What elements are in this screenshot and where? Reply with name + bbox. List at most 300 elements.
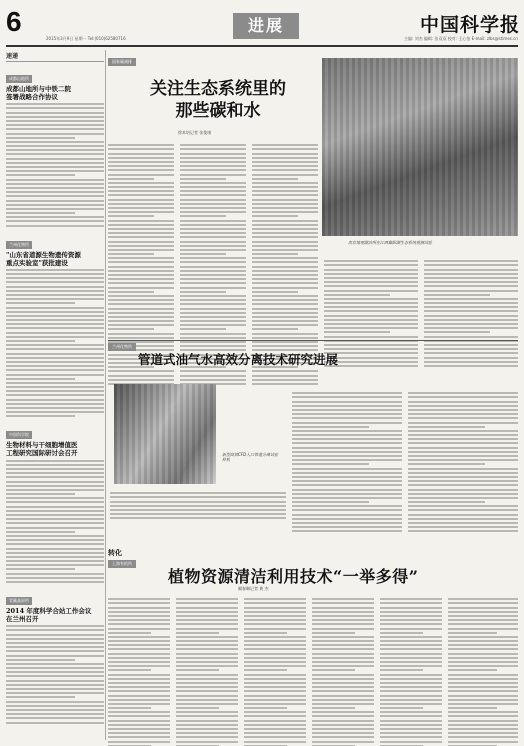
body-text-line xyxy=(448,665,518,667)
brief-item xyxy=(6,421,104,583)
body-text-line xyxy=(180,324,246,326)
body-text-line xyxy=(176,715,238,717)
body-text-line xyxy=(176,699,238,701)
body-text-line xyxy=(252,320,318,322)
body-text-line xyxy=(6,684,104,686)
body-text-line xyxy=(244,611,306,613)
body-text-line xyxy=(380,741,442,743)
body-text-line xyxy=(180,165,246,167)
body-text-line xyxy=(312,678,374,680)
body-text-line xyxy=(312,695,374,697)
body-text-line xyxy=(108,282,174,284)
body-text-line xyxy=(108,661,170,663)
body-text-line xyxy=(176,628,238,630)
section-rule xyxy=(108,340,518,341)
body-text-line xyxy=(244,653,306,655)
body-text-line xyxy=(324,277,418,279)
body-text-line xyxy=(108,728,170,730)
body-text-line xyxy=(324,294,390,296)
body-text-line xyxy=(176,644,238,646)
body-text-line xyxy=(252,232,318,234)
body-text-line xyxy=(380,695,442,697)
body-text-line xyxy=(108,215,154,217)
body-text-line xyxy=(244,648,306,650)
body-text-line xyxy=(108,157,174,159)
article-headline: 管道式油气水高效分离技术研究进展 xyxy=(138,352,339,367)
body-text-line xyxy=(108,648,170,650)
body-text-line xyxy=(108,261,174,263)
body-text-line xyxy=(180,161,246,163)
body-text-line xyxy=(6,675,104,677)
body-text-line xyxy=(180,308,246,310)
body-text-line xyxy=(108,182,174,184)
body-text-line xyxy=(448,690,518,692)
body-text-line xyxy=(424,273,518,275)
body-text-line xyxy=(180,232,246,234)
body-text-line xyxy=(6,369,104,371)
body-text-line xyxy=(252,165,318,167)
body-text-line xyxy=(108,602,170,604)
body-text-line xyxy=(108,324,174,326)
body-text-line xyxy=(6,522,104,524)
body-text-line xyxy=(448,632,497,634)
body-text-line xyxy=(6,531,75,533)
body-text-line xyxy=(380,699,442,701)
body-text-line xyxy=(180,274,246,276)
body-text-line xyxy=(408,530,518,532)
body-text-line xyxy=(6,290,104,292)
body-text-line xyxy=(408,526,518,528)
brief-item xyxy=(6,587,104,724)
article-kicker: 上海有机所 xyxy=(108,560,136,568)
body-text-line xyxy=(108,178,154,180)
body-text-line xyxy=(110,492,286,494)
body-text-line xyxy=(180,153,246,155)
body-text-line xyxy=(108,241,174,243)
body-text-line xyxy=(312,661,374,663)
body-text-line xyxy=(252,144,318,146)
body-text-line xyxy=(380,602,442,604)
body-text-line xyxy=(244,669,287,671)
article-photo xyxy=(322,58,518,236)
body-text-line xyxy=(6,286,104,288)
body-text-line xyxy=(292,518,402,520)
body-text-line xyxy=(292,514,402,516)
body-text-line xyxy=(380,648,442,650)
body-text-line xyxy=(108,253,154,255)
body-text-line xyxy=(244,711,306,713)
body-text-line xyxy=(448,644,518,646)
body-text-line xyxy=(424,310,518,312)
body-text-line xyxy=(324,273,418,275)
body-text-line xyxy=(176,619,238,621)
body-text-line xyxy=(176,728,238,730)
body-text-line xyxy=(380,628,442,630)
body-text-line xyxy=(6,332,104,334)
body-text-line xyxy=(424,323,518,325)
body-text-line xyxy=(180,236,246,238)
body-text-line xyxy=(448,724,518,726)
left-column-header: 速递 xyxy=(6,51,104,62)
body-text-line xyxy=(6,323,104,325)
body-text-line xyxy=(176,632,219,634)
body-text-line xyxy=(6,145,104,147)
body-text-line xyxy=(292,455,402,457)
body-text-line xyxy=(6,497,104,499)
body-text-line xyxy=(108,690,170,692)
body-text-line xyxy=(6,133,104,135)
body-text-line xyxy=(6,191,104,193)
date-line: 2015年3月9日 星期一 Tel:(010)62580716 xyxy=(46,36,126,41)
body-text-line xyxy=(292,480,402,482)
body-text-line xyxy=(252,220,318,222)
body-text-line xyxy=(6,415,75,417)
body-text-line xyxy=(252,308,318,310)
body-text-line xyxy=(292,451,402,453)
body-text-line xyxy=(244,632,287,634)
body-text-line xyxy=(292,426,369,428)
body-text-line xyxy=(252,282,318,284)
body-text-line xyxy=(176,611,238,613)
body-text-line xyxy=(424,327,518,329)
body-text-line xyxy=(6,518,104,520)
body-text-line xyxy=(252,194,318,196)
body-text-line xyxy=(252,274,318,276)
body-text-line xyxy=(6,476,104,478)
body-text-line xyxy=(108,724,170,726)
body-text-line xyxy=(6,120,104,122)
body-text-line xyxy=(6,374,104,376)
body-text-line xyxy=(292,493,402,495)
body-text-line xyxy=(6,468,104,470)
body-text-line xyxy=(180,157,246,159)
brief-body xyxy=(6,103,104,226)
body-text-line xyxy=(6,216,104,218)
body-text-line xyxy=(252,287,318,289)
photo-caption: 新型高效CFD入口管道分离试验样机 xyxy=(222,452,279,462)
article-headline xyxy=(128,78,308,122)
body-text-line xyxy=(244,724,306,726)
body-text-line xyxy=(108,623,170,625)
body-text-line xyxy=(6,183,104,185)
body-text-line xyxy=(252,169,318,171)
body-text-line xyxy=(108,328,154,330)
body-text-line xyxy=(324,285,418,287)
body-text-line xyxy=(6,340,75,342)
body-text-line xyxy=(176,648,238,650)
body-text-line xyxy=(292,417,402,419)
body-text-line xyxy=(244,674,306,676)
brief-title: 生物材料与干细胞增值医 工程研究国际研讨会召开 xyxy=(6,441,78,458)
body-text-line xyxy=(108,628,170,630)
body-text-line xyxy=(108,165,174,167)
body-text-line xyxy=(108,665,170,667)
body-text-line xyxy=(448,661,518,663)
body-text-line xyxy=(176,665,238,667)
body-text-line xyxy=(424,277,518,279)
body-text-line xyxy=(176,661,238,663)
body-text-line xyxy=(380,619,442,621)
body-text-line xyxy=(6,552,104,554)
body-text-line xyxy=(176,686,238,688)
body-text-line xyxy=(252,224,318,226)
body-text-line xyxy=(176,669,219,671)
body-text-line xyxy=(252,174,318,176)
body-text-line xyxy=(6,581,104,583)
body-text-line xyxy=(312,598,374,600)
article-column xyxy=(408,390,518,535)
body-text-line xyxy=(108,333,174,335)
body-text-line xyxy=(176,607,238,609)
body-text-line xyxy=(6,187,104,189)
body-text-line xyxy=(108,736,170,738)
body-text-line xyxy=(312,682,374,684)
body-text-line xyxy=(244,602,306,604)
body-text-line xyxy=(252,148,318,150)
body-text-line xyxy=(6,390,104,392)
body-text-line xyxy=(448,619,518,621)
body-text-line xyxy=(180,169,246,171)
body-text-line xyxy=(6,179,104,181)
body-text-line xyxy=(448,711,518,713)
body-text-line xyxy=(176,732,238,734)
body-text-line xyxy=(180,182,246,184)
body-text-line xyxy=(448,699,518,701)
body-text-line xyxy=(6,705,104,707)
body-text-line xyxy=(448,648,518,650)
body-text-line xyxy=(108,337,174,339)
brief-title: 成都山地所与中铁二院 签署战略合作协议 xyxy=(6,85,71,101)
body-text-line xyxy=(324,306,418,308)
body-text-line xyxy=(408,514,518,516)
body-text-line xyxy=(408,430,518,432)
body-text-line xyxy=(408,493,518,495)
body-text-line xyxy=(324,315,418,317)
body-text-line xyxy=(252,215,298,217)
body-text-line xyxy=(180,328,226,330)
body-text-line xyxy=(312,686,374,688)
body-text-line xyxy=(108,607,170,609)
body-text-line xyxy=(6,481,104,483)
body-text-line xyxy=(176,602,238,604)
body-text-line xyxy=(408,459,518,461)
body-text-line xyxy=(6,162,104,164)
body-text-line xyxy=(292,530,402,532)
body-text-line xyxy=(252,207,318,209)
body-text-line xyxy=(292,509,402,511)
body-text-line xyxy=(424,281,518,283)
body-text-line xyxy=(6,709,104,711)
brief-title: "山东省道源生物遗传资源 重点实验室"获批建设 xyxy=(6,250,81,267)
body-text-line xyxy=(6,348,104,350)
body-text-line xyxy=(108,312,174,314)
body-text-line xyxy=(6,642,104,644)
body-text-line xyxy=(180,337,246,339)
body-text-line xyxy=(424,285,518,287)
body-text-line xyxy=(108,678,170,680)
body-text-line xyxy=(108,720,170,722)
body-text-line xyxy=(380,715,442,717)
body-text-line xyxy=(244,736,306,738)
body-text-line xyxy=(380,720,442,722)
body-text-line xyxy=(108,636,170,638)
body-text-line xyxy=(380,632,423,634)
body-text-line xyxy=(448,636,518,638)
body-text-line xyxy=(6,137,75,139)
body-text-line xyxy=(252,324,318,326)
body-text-line xyxy=(244,615,306,617)
body-text-line xyxy=(312,724,374,726)
body-text-line xyxy=(108,224,174,226)
body-text-line xyxy=(252,278,318,280)
body-text-line xyxy=(312,736,374,738)
body-text-line xyxy=(108,144,174,146)
body-text-line xyxy=(244,640,306,642)
body-text-line xyxy=(408,442,518,444)
article-column xyxy=(292,390,402,535)
body-text-line xyxy=(6,560,104,562)
body-text-line xyxy=(292,430,402,432)
body-text-line xyxy=(408,472,518,474)
body-text-line xyxy=(180,194,246,196)
body-text-line xyxy=(6,394,104,396)
body-text-line xyxy=(448,686,518,688)
body-text-line xyxy=(180,211,246,213)
body-text-line xyxy=(6,281,104,283)
body-text-line xyxy=(252,261,318,263)
body-text-line xyxy=(292,472,402,474)
body-text-line xyxy=(6,573,104,575)
body-text-line xyxy=(424,290,518,292)
body-text-line xyxy=(380,682,442,684)
body-text-line xyxy=(180,261,246,263)
body-text-line xyxy=(244,598,306,600)
body-text-line xyxy=(252,199,318,201)
body-text-line xyxy=(448,728,518,730)
body-text-line xyxy=(6,659,75,661)
body-text-line xyxy=(448,720,518,722)
body-text-line xyxy=(380,661,442,663)
body-text-line xyxy=(244,707,287,709)
body-text-line xyxy=(292,489,402,491)
body-text-line xyxy=(176,695,238,697)
body-text-line xyxy=(292,413,402,415)
body-text-line xyxy=(6,195,104,197)
body-text-line xyxy=(312,703,374,705)
body-text-line xyxy=(244,699,306,701)
body-text-line xyxy=(6,357,104,359)
body-text-line xyxy=(6,327,104,329)
body-text-line xyxy=(6,302,75,304)
body-text-line xyxy=(380,644,442,646)
body-text-line xyxy=(176,674,238,676)
body-text-line xyxy=(380,703,442,705)
body-text-line xyxy=(244,741,306,743)
body-text-line xyxy=(448,707,497,709)
body-text-line xyxy=(244,695,306,697)
body-text-line xyxy=(108,270,174,272)
body-text-line xyxy=(108,291,154,293)
body-text-line xyxy=(448,669,497,671)
body-text-line xyxy=(252,316,318,318)
body-text-line xyxy=(292,438,402,440)
body-text-line xyxy=(6,638,104,640)
body-text-line xyxy=(292,526,402,528)
body-text-line xyxy=(252,157,318,159)
body-text-line xyxy=(312,611,374,613)
body-text-line xyxy=(424,306,518,308)
body-text-line xyxy=(6,688,104,690)
body-text-line xyxy=(180,320,246,322)
body-text-line xyxy=(6,692,104,694)
body-text-line xyxy=(252,153,318,155)
body-text-line xyxy=(108,194,174,196)
body-text-line xyxy=(324,260,418,262)
body-text-line xyxy=(244,607,306,609)
article-column xyxy=(110,490,286,522)
body-text-line xyxy=(292,476,402,478)
body-text-line xyxy=(324,327,418,329)
body-text-line xyxy=(6,564,104,566)
body-text-line xyxy=(324,302,418,304)
body-text-line xyxy=(448,653,518,655)
body-text-line xyxy=(108,732,170,734)
body-text-line xyxy=(180,207,246,209)
body-text-line xyxy=(252,333,318,335)
article-column xyxy=(312,596,374,746)
body-text-line xyxy=(312,644,374,646)
body-text-line xyxy=(180,270,246,272)
body-text-line xyxy=(312,615,374,617)
body-text-line xyxy=(6,311,104,313)
body-text-line xyxy=(312,602,374,604)
body-text-line xyxy=(6,200,104,202)
body-text-line xyxy=(292,434,402,436)
body-text-line xyxy=(180,257,246,259)
body-text-line xyxy=(110,509,286,511)
body-text-line xyxy=(244,636,306,638)
body-text-line xyxy=(108,711,170,713)
body-text-line xyxy=(180,241,246,243)
body-text-line xyxy=(448,703,518,705)
body-text-line xyxy=(110,505,286,507)
body-text-line xyxy=(424,294,490,296)
body-text-line xyxy=(380,686,442,688)
body-text-line xyxy=(180,291,226,293)
body-text-line xyxy=(252,337,318,339)
body-text-line xyxy=(108,287,174,289)
body-text-line xyxy=(244,665,306,667)
photo-caption: 南京地理湖泊所在江西鄱阳湖生态系统观测试验 xyxy=(348,240,432,245)
body-text-line xyxy=(244,644,306,646)
brief-kicker: 青藏高原所 xyxy=(6,597,32,605)
body-text-line xyxy=(380,657,442,659)
body-text-line xyxy=(448,607,518,609)
body-text-line xyxy=(408,401,518,403)
body-text-line xyxy=(180,303,246,305)
body-text-line xyxy=(292,484,402,486)
body-text-line xyxy=(6,315,104,317)
section-tab: 进展 xyxy=(233,13,299,39)
bottom-article xyxy=(108,548,518,740)
masthead xyxy=(0,0,524,50)
body-text-line xyxy=(408,480,518,482)
body-text-line xyxy=(6,112,104,114)
body-text-line xyxy=(408,484,518,486)
body-text-line xyxy=(448,678,518,680)
section-tag: 转化 xyxy=(108,549,122,557)
body-text-line xyxy=(448,682,518,684)
